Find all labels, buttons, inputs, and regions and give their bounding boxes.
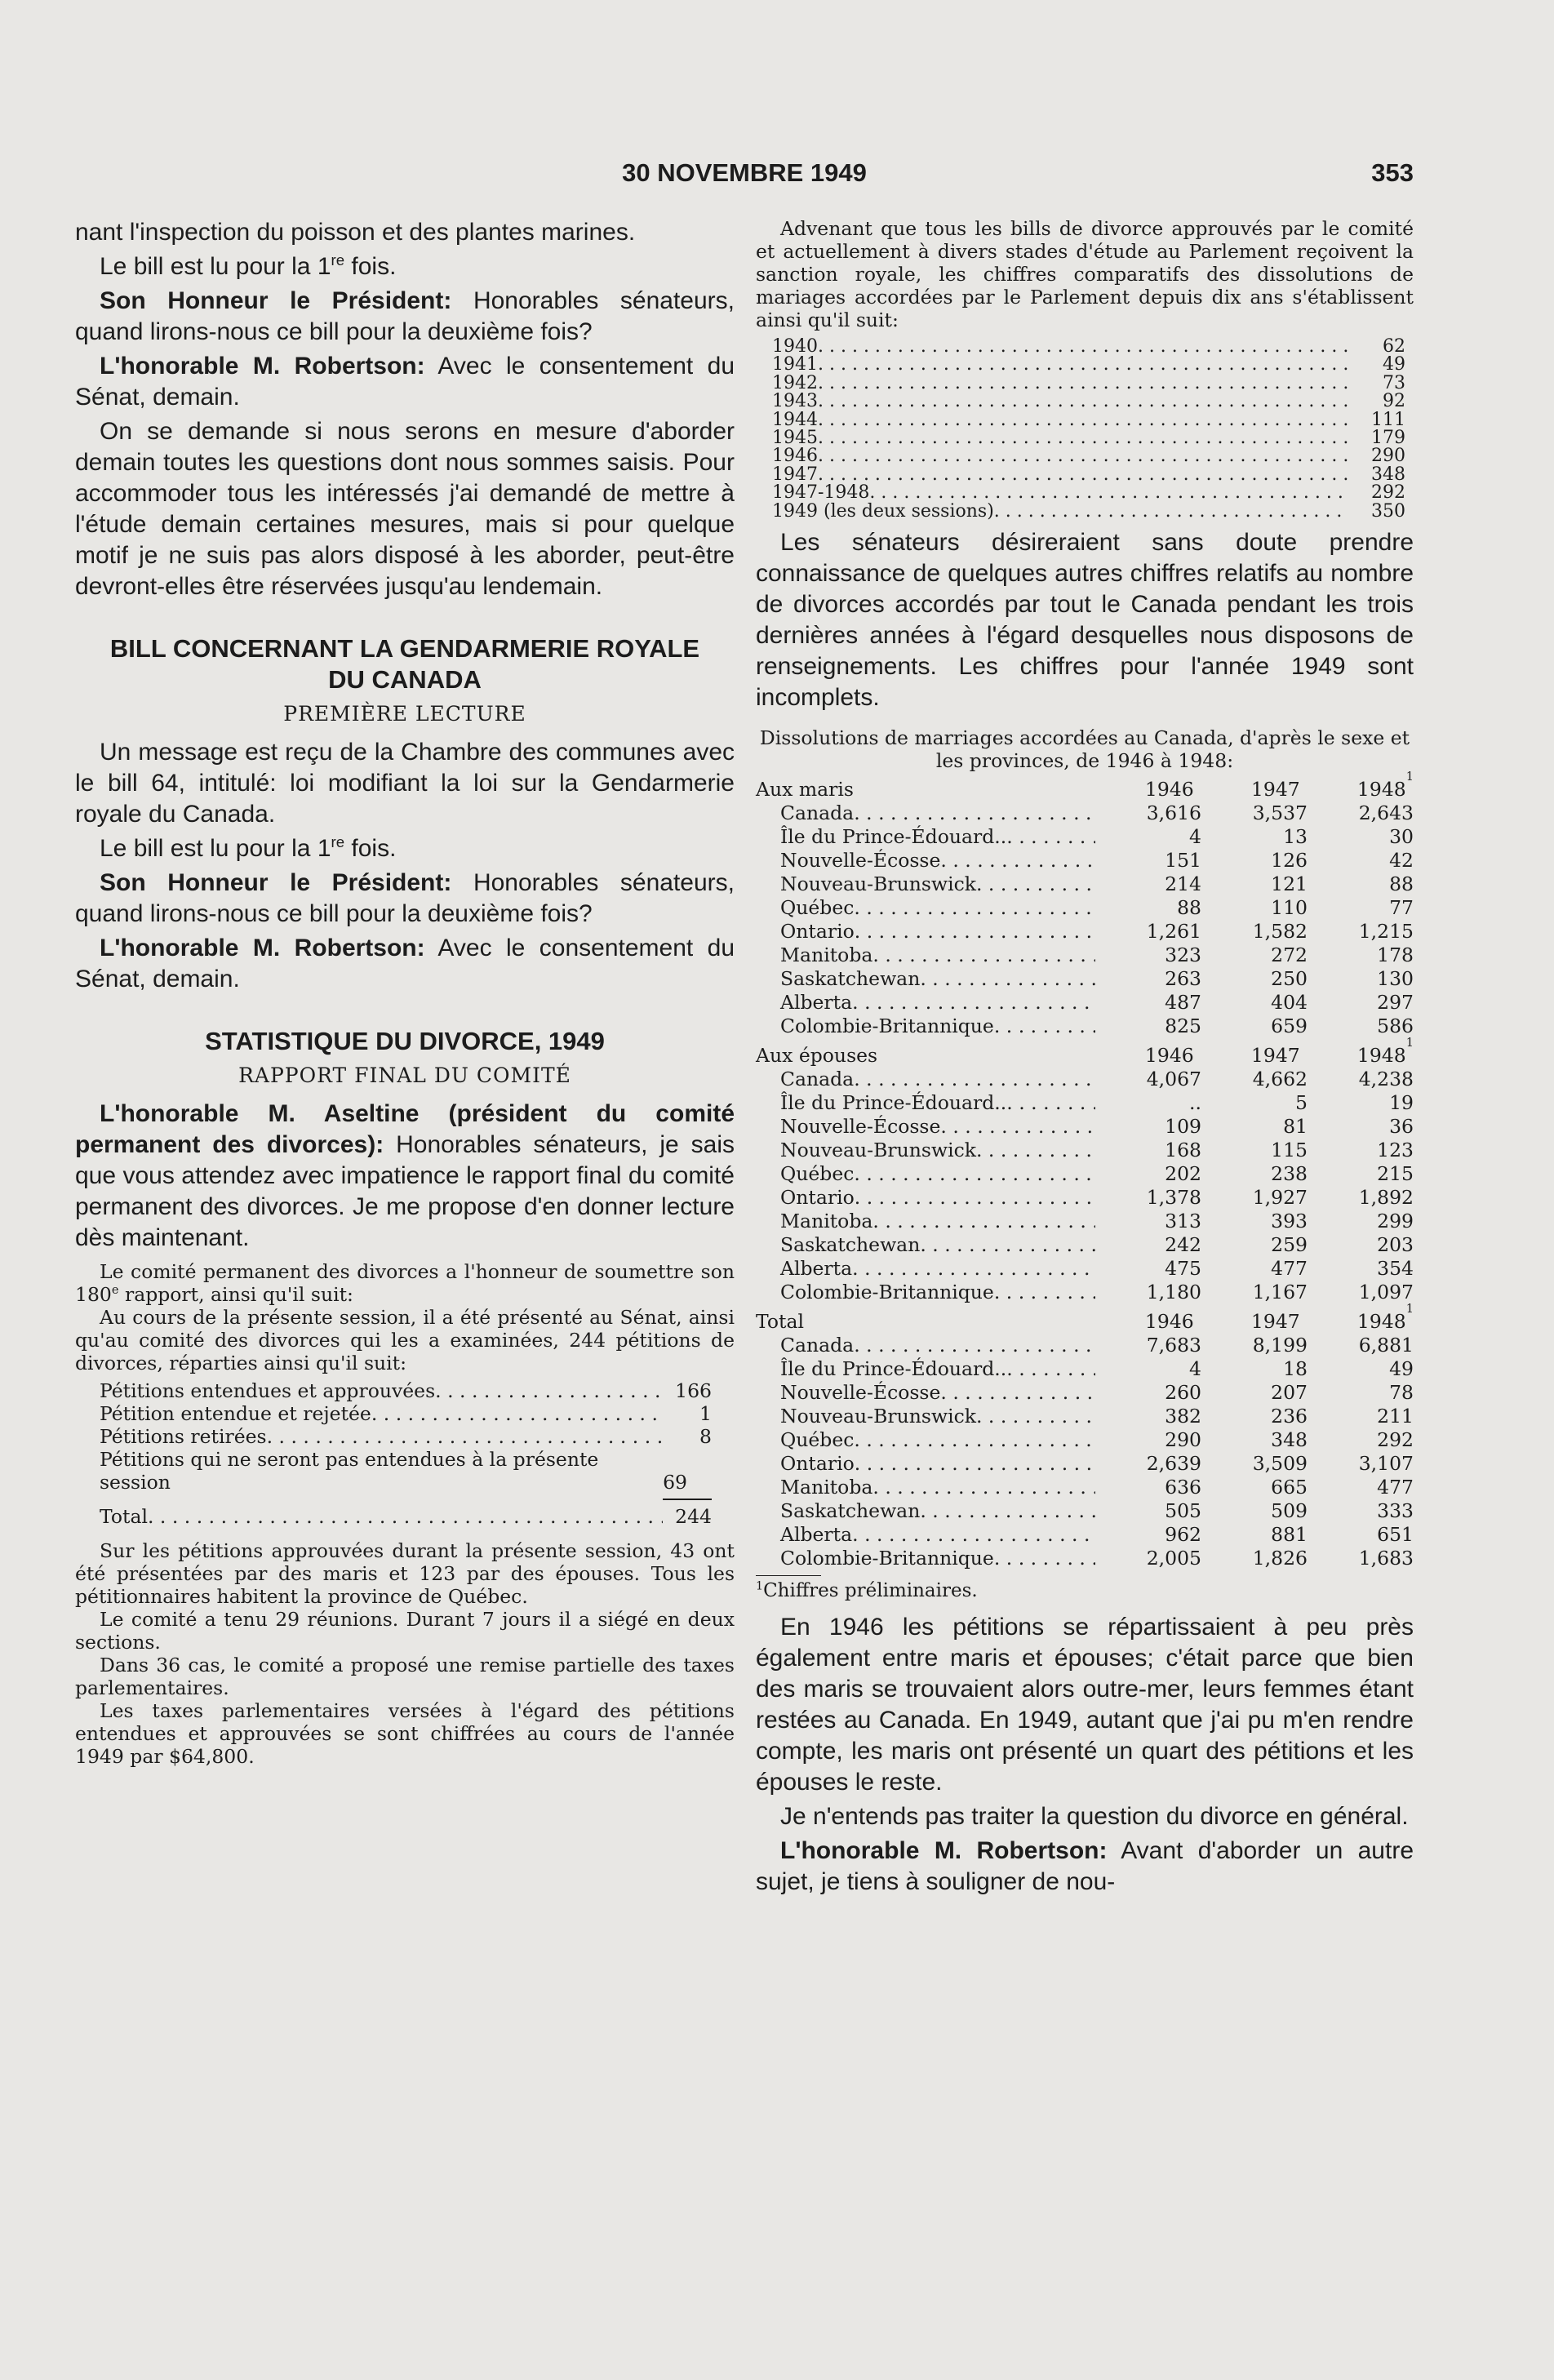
- table-cell: 178: [1377, 944, 1414, 967]
- table-cell: 202: [1165, 1162, 1201, 1186]
- table-cell: 115: [1271, 1139, 1308, 1162]
- table-row: [756, 1357, 1414, 1381]
- table-row: Pétitions qui ne seront pas entendues à la présente session 69: [100, 1448, 687, 1494]
- table-cell: 121: [1271, 873, 1308, 896]
- table-cell: 1,180: [1146, 1281, 1201, 1304]
- table-cell: 214: [1165, 873, 1201, 896]
- speech-paragraph: [75, 351, 735, 413]
- table-cell: 1,826: [1252, 1547, 1308, 1570]
- province-label: Ontario: [780, 1186, 855, 1210]
- table-cell: 5: [1295, 1091, 1308, 1115]
- table-row: 1940 . . . 62: [772, 338, 1405, 356]
- table-row: [756, 1210, 1414, 1233]
- table-cell: 825: [1165, 1015, 1201, 1038]
- table-row: [756, 1452, 1414, 1476]
- province-label: Ontario: [780, 920, 855, 944]
- report-paragraph: Le comité a tenu 29 réunions. Durant 7 jours il a siégé en deux sections.: [75, 1608, 735, 1654]
- table-cell: 30: [1389, 825, 1414, 849]
- table-cell: 2,005: [1146, 1547, 1201, 1570]
- table-row: [756, 801, 1414, 825]
- speaker-name: Son Honneur le Président:: [100, 869, 452, 896]
- table-cell: 659: [1271, 1015, 1308, 1038]
- table-cell: 333: [1377, 1499, 1414, 1523]
- speech-text: Honorables sénateurs, quand lirons-nous ce bill pour la deuxième fois?: [75, 869, 735, 927]
- table-cell: 250: [1271, 967, 1308, 991]
- table-cell: 13: [1283, 825, 1308, 849]
- report-paragraph: Sur les pétitions approuvées durant la présente session, 43 ont été présentées par des maris et 123 par des épouses. Tous les pétitionnaires habitent la province de Québec.: [75, 1539, 735, 1608]
- table-cell: 123: [1377, 1139, 1414, 1162]
- report-paragraph: Advenant que tous les bills de divorce approuvés par le comité et actuellement à divers stades d'étude au Parlement reçoivent la sanction royale, les chiffres comparatifs des dissolutions de mariages accordées par le Parlement depuis dix ans s'établissent ainsi qu'il suit:: [756, 217, 1414, 331]
- footnote-marker: 1: [1405, 770, 1414, 784]
- table-row: 1942 . . . 73: [772, 375, 1405, 393]
- table-cell: 505: [1165, 1499, 1201, 1523]
- province-label: Nouvelle-Écosse: [780, 849, 941, 873]
- table-cell: 8,199: [1252, 1334, 1308, 1357]
- table-cell: 382: [1165, 1405, 1201, 1428]
- table-row: 1949 (les deux sessions) . . . 350: [772, 503, 1405, 521]
- section-title: BILL CONCERNANT LA GENDARMERIE ROYALE DU CANADA: [109, 634, 700, 694]
- table-row: [756, 920, 1414, 944]
- table-cell: 19: [1389, 1091, 1414, 1115]
- paragraph: Je n'entends pas traiter la question du divorce en général.: [780, 1803, 1409, 1831]
- table-cell: 3,107: [1358, 1452, 1414, 1476]
- speech-text: Avec le consentement du Sénat, demain.: [75, 935, 735, 992]
- report-paragraph: Le comité permanent des divorces a l'honneur de soumettre son 180e rapport, ainsi qu'il suit:: [75, 1260, 735, 1306]
- table-row: 1943 . . . 92: [772, 393, 1405, 411]
- table-cell: 323: [1165, 944, 1201, 967]
- table-cell: 636: [1165, 1476, 1201, 1499]
- table-row: [756, 1428, 1414, 1452]
- table-cell: 18: [1283, 1357, 1308, 1381]
- table-row: [756, 1115, 1414, 1139]
- speaker-name: L'honorable M. Aseltine (président du comité permanent des divorces):: [75, 1100, 735, 1158]
- province-label: Nouveau-Brunswick: [780, 1405, 976, 1428]
- province-label: Colombie-Britannique: [780, 1547, 994, 1570]
- table-cell: 1,378: [1146, 1186, 1201, 1210]
- paragraph: Le bill est lu pour la 1re fois.: [100, 251, 397, 280]
- paragraph: Les sénateurs désireraient sans doute prendre connaissance de quelques autres chiffres relatifs au nombre de divorces accordés par tout le Canada pendant les trois dernières années à l'égard desquelles nous disposons de renseignements. Les chiffres pour l'année 1949 sont incomplets.: [756, 529, 1414, 712]
- table-cell: 42: [1389, 849, 1414, 873]
- report-paragraph: Au cours de la présente session, il a été présenté au Sénat, ainsi qu'au comité des divorces qui les a examinées, 244 pétitions de divorces, réparties ainsi qu'il suit:: [75, 1306, 735, 1374]
- speech-text: Avant d'aborder un autre sujet, je tiens à souligner de nou-: [756, 1837, 1414, 1896]
- table-row-total: Total . . . 244: [100, 1505, 712, 1528]
- table-cell: 1,892: [1358, 1186, 1414, 1210]
- table-cell: 1,582: [1252, 920, 1308, 944]
- table-group-header: [756, 1036, 1414, 1068]
- report-paragraph: Les taxes parlementaires versées à l'égard des pétitions entendues et approuvées se sont chiffrées au cours de l'année 1949 par $64,800.: [75, 1699, 735, 1768]
- table-row: [756, 896, 1414, 920]
- province-label: Alberta: [780, 991, 853, 1015]
- table-row: 1944 . . . 111: [772, 411, 1405, 429]
- table-group-header: [756, 1302, 1414, 1334]
- table-caption: Dissolutions de marriages accordées au Canada, d'après le sexe et les provinces, de 1946 à 1948:: [759, 726, 1410, 773]
- table-cell: 88: [1177, 896, 1201, 920]
- table-cell: 665: [1271, 1476, 1308, 1499]
- group-label: Aux maris: [756, 778, 854, 801]
- table-cell: 130: [1377, 967, 1414, 991]
- table-cell: 238: [1271, 1162, 1308, 1186]
- table-cell: 7,683: [1146, 1334, 1201, 1357]
- table-cell: 881: [1271, 1523, 1308, 1547]
- province-label: Nouvelle-Écosse: [780, 1381, 941, 1405]
- table-row: [756, 1162, 1414, 1186]
- table-row: [756, 1334, 1414, 1357]
- year-header: 1946: [1144, 1044, 1194, 1068]
- table-row: [756, 1068, 1414, 1091]
- table-cell: 236: [1271, 1405, 1308, 1428]
- table-cell: 1,097: [1358, 1281, 1414, 1304]
- table-cell: 242: [1165, 1233, 1201, 1257]
- speech-text: Honorables sénateurs, je sais que vous attendez avec impatience le rapport final du comité permanent des divorces. Je me propose d'en donner lecture dès maintenant.: [75, 1131, 735, 1251]
- speaker-name: L'honorable M. Robertson:: [100, 353, 425, 380]
- table-row: [756, 1015, 1414, 1038]
- paragraph: On se demande si nous serons en mesure d'aborder demain toutes les questions dont nous sommes saisis. Pour accommoder tous les intéressés j'ai demandé de mettre à l'étude demain certaines mesures, mais si pour quelque motif je ne suis pas alors disposé à les aborder, peut-être devront-elles être réservées jusqu'au lendemain.: [75, 418, 735, 600]
- table-cell: 4: [1189, 825, 1201, 849]
- speech-paragraph: [75, 933, 735, 995]
- table-cell: 6,881: [1358, 1334, 1414, 1357]
- speech-paragraph: [75, 1099, 735, 1254]
- left-column: [75, 217, 735, 1768]
- table-cell: 88: [1389, 873, 1414, 896]
- table-cell: 292: [1377, 1428, 1414, 1452]
- table-row: [756, 873, 1414, 896]
- table-row: [756, 1186, 1414, 1210]
- province-label: Île du Prince-Édouard..: [780, 1357, 1007, 1381]
- province-label: Alberta: [780, 1523, 853, 1547]
- table-cell: 393: [1271, 1210, 1308, 1233]
- table-row: 1947-1948 . . . 292: [772, 484, 1405, 502]
- table-cell: 211: [1377, 1405, 1414, 1428]
- table-cell: 110: [1271, 896, 1308, 920]
- page-header: [75, 158, 1414, 198]
- table-cell: 404: [1271, 991, 1308, 1015]
- table-cell: 586: [1377, 1015, 1414, 1038]
- province-label: Québec: [780, 896, 855, 920]
- year-header: 1948: [1356, 1044, 1406, 1068]
- table-cell: 1,261: [1146, 920, 1201, 944]
- province-label: Canada: [780, 1068, 855, 1091]
- right-column: [756, 217, 1414, 1901]
- year-header: 1948: [1356, 778, 1406, 801]
- table-cell: 2,639: [1146, 1452, 1201, 1476]
- table-cell: 3,509: [1252, 1452, 1308, 1476]
- speech-paragraph: [75, 868, 735, 930]
- speech-paragraph: [75, 286, 735, 348]
- table-cell: 4,067: [1146, 1068, 1201, 1091]
- section-title: STATISTIQUE DU DIVORCE, 1949: [205, 1027, 605, 1055]
- table-cell: ..: [1189, 1091, 1201, 1115]
- year-header: 1947: [1250, 778, 1300, 801]
- report-paragraph: Dans 36 cas, le comité a proposé une remise partielle des taxes parlementaires.: [75, 1654, 735, 1699]
- table-cell: 151: [1165, 849, 1201, 873]
- table-row: 1945 . . . 179: [772, 429, 1405, 447]
- table-row: Pétitions entendues et approuvées . . . 166: [100, 1379, 712, 1402]
- table-cell: 168: [1165, 1139, 1201, 1162]
- table-cell: 1,167: [1252, 1281, 1308, 1304]
- year-header: 1946: [1144, 1310, 1194, 1334]
- table-row: [756, 1233, 1414, 1257]
- table-cell: 475: [1165, 1257, 1201, 1281]
- table-cell: 477: [1377, 1476, 1414, 1499]
- table-row: [756, 1405, 1414, 1428]
- table-cell: 3,537: [1252, 801, 1308, 825]
- table-cell: 109: [1165, 1115, 1201, 1139]
- province-label: Colombie-Britannique: [780, 1281, 994, 1304]
- table-cell: 509: [1271, 1499, 1308, 1523]
- table-cell: 3,616: [1146, 801, 1201, 825]
- table-row: [756, 1091, 1414, 1115]
- province-label: Nouvelle-Écosse: [780, 1115, 941, 1139]
- table-cell: 299: [1377, 1210, 1414, 1233]
- table-cell: 1,683: [1358, 1547, 1414, 1570]
- footnote: $^1$Chiffres préliminaires.: [756, 1579, 978, 1602]
- page-date-title: 30 NOVEMBRE 1949: [622, 158, 867, 187]
- section-subtitle: PREMIÈRE LECTURE: [283, 702, 526, 726]
- table-row: [756, 1476, 1414, 1499]
- table-row: [756, 1547, 1414, 1570]
- footnote-marker: 1: [1405, 1036, 1414, 1050]
- province-label: Saskatchewan: [780, 1499, 921, 1523]
- footnote-marker: 1: [1405, 1302, 1414, 1317]
- total-rule: [663, 1499, 712, 1500]
- table-row: [756, 1139, 1414, 1162]
- province-label: Saskatchewan: [780, 967, 921, 991]
- paragraph: En 1946 les pétitions se répartissaient à peu près également entre maris et épouses; c'était parce que bien des maris se trouvaient alors outre-mer, leurs femmes étant restées au Canada. En 1949, autant que j'ai pu m'en rendre compte, les maris ont présenté un quart des pétitions et les épouses le reste.: [756, 1614, 1414, 1796]
- table-row: [756, 1381, 1414, 1405]
- table-cell: 259: [1271, 1233, 1308, 1257]
- table-cell: 313: [1165, 1210, 1201, 1233]
- table-cell: 77: [1389, 896, 1414, 920]
- province-label: Québec: [780, 1162, 855, 1186]
- yearly-divorces-table: [772, 338, 1405, 521]
- province-label: Canada: [780, 1334, 855, 1357]
- speech-text: Honorables sénateurs, quand lirons-nous ce bill pour la deuxième fois?: [75, 287, 735, 345]
- table-cell: 263: [1165, 967, 1201, 991]
- group-label: Total: [756, 1310, 804, 1334]
- year-header: 1946: [1144, 778, 1194, 801]
- province-label: Manitoba: [780, 944, 873, 967]
- table-row: [756, 967, 1414, 991]
- speaker-name: Son Honneur le Président:: [100, 287, 452, 314]
- table-cell: 348: [1271, 1428, 1308, 1452]
- province-label: Manitoba: [780, 1476, 873, 1499]
- table-row: [756, 1499, 1414, 1523]
- year-header: 1947: [1250, 1310, 1300, 1334]
- table-cell: 207: [1271, 1381, 1308, 1405]
- speaker-name: L'honorable M. Robertson:: [100, 935, 425, 961]
- speech-text: Avec le consentement du Sénat, demain.: [75, 353, 735, 411]
- table-cell: 962: [1165, 1523, 1201, 1547]
- table-row: 1941 . . . 49: [772, 356, 1405, 374]
- table-row: Pétition entendue et rejetée . . . 1: [100, 1402, 712, 1425]
- province-label: Canada: [780, 801, 855, 825]
- speaker-name: L'honorable M. Robertson:: [780, 1837, 1108, 1865]
- province-label: Île du Prince-Édouard..: [780, 1091, 1007, 1115]
- petitions-table: [100, 1379, 712, 1528]
- table-row: 1946 . . . 290: [772, 447, 1405, 465]
- paragraph: Le bill est lu pour la 1re fois.: [100, 833, 397, 862]
- table-cell: 36: [1389, 1115, 1414, 1139]
- group-label: Aux épouses: [756, 1044, 878, 1068]
- table-cell: 215: [1377, 1162, 1414, 1186]
- province-label: Québec: [780, 1428, 855, 1452]
- table-row: [756, 825, 1414, 849]
- table-cell: 81: [1283, 1115, 1308, 1139]
- table-cell: 272: [1271, 944, 1308, 967]
- paragraph: Un message est reçu de la Chambre des communes avec le bill 64, intitulé: loi modifiant la loi sur la Gendarmerie royale du Canada.: [75, 739, 735, 828]
- table-cell: 126: [1271, 849, 1308, 873]
- table-cell: 290: [1165, 1428, 1201, 1452]
- table-cell: 1,927: [1252, 1186, 1308, 1210]
- year-header: 1948: [1356, 1310, 1406, 1334]
- section-subtitle: RAPPORT FINAL DU COMITÉ: [238, 1063, 571, 1087]
- province-label: Colombie-Britannique: [780, 1015, 994, 1038]
- table-cell: 4: [1189, 1357, 1201, 1381]
- province-label: Ontario: [780, 1452, 855, 1476]
- province-label: Saskatchewan: [780, 1233, 921, 1257]
- table-cell: 1,215: [1358, 920, 1414, 944]
- table-cell: 487: [1165, 991, 1201, 1015]
- province-label: Île du Prince-Édouard..: [780, 825, 1007, 849]
- table-row: [756, 1257, 1414, 1281]
- table-cell: 2,643: [1358, 801, 1414, 825]
- divorces-by-province-table: [756, 770, 1414, 1570]
- table-row: [756, 991, 1414, 1015]
- table-cell: 354: [1377, 1257, 1414, 1281]
- table-cell: 297: [1377, 991, 1414, 1015]
- table-cell: 203: [1377, 1233, 1414, 1257]
- footnote-rule: [756, 1575, 821, 1576]
- province-label: Manitoba: [780, 1210, 873, 1233]
- table-row: [756, 944, 1414, 967]
- table-row: [756, 1523, 1414, 1547]
- paragraph: nant l'inspection du poisson et des plantes marines.: [75, 219, 636, 246]
- year-header: 1947: [1250, 1044, 1300, 1068]
- table-group-header: [756, 770, 1414, 801]
- speech-paragraph: [756, 1836, 1414, 1898]
- province-label: Nouveau-Brunswick: [780, 873, 976, 896]
- table-cell: 49: [1389, 1357, 1414, 1381]
- table-row: [756, 1281, 1414, 1304]
- province-label: Nouveau-Brunswick: [780, 1139, 976, 1162]
- table-cell: 4,238: [1358, 1068, 1414, 1091]
- table-cell: 477: [1271, 1257, 1308, 1281]
- table-row: Pétitions retirées . . . 8: [100, 1425, 712, 1448]
- table-row: [756, 849, 1414, 873]
- table-row: 1947 . . . 348: [772, 466, 1405, 484]
- page-number: 353: [1371, 158, 1414, 187]
- province-label: Alberta: [780, 1257, 853, 1281]
- table-cell: 260: [1165, 1381, 1201, 1405]
- table-cell: 651: [1377, 1523, 1414, 1547]
- table-cell: 4,662: [1252, 1068, 1308, 1091]
- table-cell: 78: [1389, 1381, 1414, 1405]
